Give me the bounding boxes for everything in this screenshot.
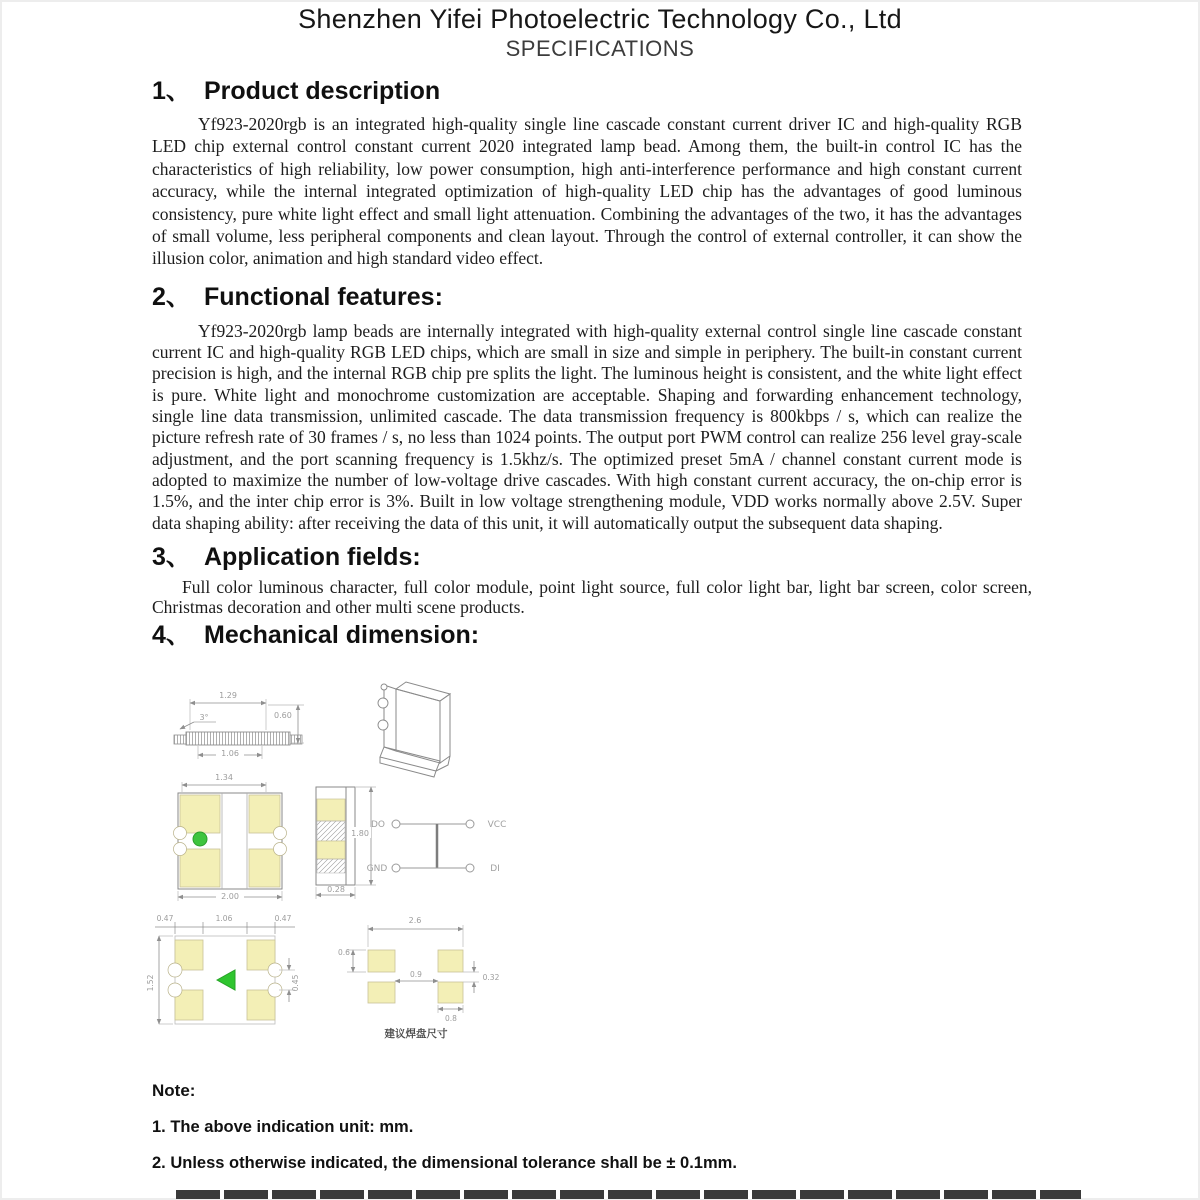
note-title: Note: <box>152 1080 196 1100</box>
pin-label-vcc: VCC <box>487 819 507 830</box>
section-2-body: Yf923-2020rgb lamp beads are internally integrated with high-quality external control single line cascade constant current IC and high-quality RGB LED chips, which are small in size and simple in periphery. The built-in constant current precision is high, and the internal RGB chip pre splits the light. The luminous height is consistent, and the white light effect is pure. White light and monochrome customization are acceptable. Shaping and forwarding enhancement technology, single line data transmission, unlimited cascade. The data transmission frequency is 800kbps / s, which can realize the picture refresh rate of 30 frames / s, no less than 1024 points. The output port PWM control can realize 256 level gray-scale adjustment, and the port scanning frequency is 1.5khz/s. The optimized preset 5mA / channel constant current mode is adopted to maximize the number of low-voltage drive cascades. With high constant current accuracy, the on-chip error is 1.5%, and the inter chip error is 3%. Built in low voltage strengthening module, VDD works normally above 2.5V. Super data shaping ability: after receiving the data of this unit, it will automatically output the subsequent data shaping. <box>152 320 1022 533</box>
dim-label: 0.6 <box>338 947 350 957</box>
note-item-1: 1. The above indication unit: mm. <box>152 1117 414 1136</box>
dim-label: 1.80 <box>351 828 369 838</box>
section-1-body: Yf923-2020rgb is an integrated high-quality single line cascade constant current driver IC and high-quality RGB LED chip external control constant current 2020 integrated lamp bead. Among them, the built-in control IC has the characteristics of high reliability, low power consumption, high anti-interference performance and high constant current accuracy, while the internal integrated optimization of high-quality LED chip has the advantages of good luminous consistency, pure white light effect and small light attenuation. Combining the advantages of the two, it has the advantages of small volume, less peripheral components and clean layout. Through the control of external controller, it can show the illusion color, animation and high standard video effect. <box>152 114 1022 269</box>
section-3-body: Full color luminous character, full color module, point light source, full color light bar, light bar screen, color screen, Christmas decoration and other multi scene products. <box>152 576 1032 618</box>
section-2-number: 2、 <box>152 282 191 311</box>
pad-layout-drawing <box>333 911 518 1043</box>
mechanical-drawings <box>0 675 1200 1040</box>
dim-label: 1.34 <box>215 772 233 782</box>
section-3-heading <box>152 543 1200 571</box>
dim-label: 0.9 <box>410 969 422 979</box>
section-4-heading <box>152 621 1200 649</box>
pin-label-di: DI <box>490 863 500 874</box>
section-4-title: Mechanical dimension: <box>204 620 480 649</box>
pad-layout-caption: 建议焊盘尺寸 <box>384 1027 448 1040</box>
polarity-dot <box>193 832 207 846</box>
doc-title: SPECIFICATIONS <box>505 36 695 61</box>
section-1-number: 1、 <box>152 77 191 105</box>
dim-label: 3° <box>199 712 209 722</box>
section-1-title: Product description <box>204 77 441 105</box>
section-2-title: Functional features: <box>204 282 443 311</box>
polarity-triangle <box>217 970 235 990</box>
dim-label: 0.47 <box>274 913 292 923</box>
notes <box>152 1081 1200 1173</box>
next-page-edge <box>176 1190 1081 1199</box>
land-pattern-drawing <box>143 908 308 1033</box>
dim-label: 1.06 <box>215 913 233 923</box>
dim-label: 1.29 <box>219 690 237 700</box>
section-3-title: Application fields: <box>204 542 421 571</box>
front-view-drawing <box>146 769 316 904</box>
pin-label-gnd: GND <box>366 863 388 874</box>
dim-label: 0.60 <box>274 710 292 720</box>
section-3-number: 3、 <box>152 542 191 571</box>
dim-label: 1.06 <box>221 748 239 758</box>
dim-label: 0.45 <box>291 974 300 992</box>
company-title: Shenzhen Yifei Photoelectric Technology Co., Ltd <box>298 4 902 34</box>
dim-label: 0.28 <box>327 884 345 894</box>
section-4-number: 4、 <box>152 620 191 649</box>
pin-schematic <box>350 801 535 886</box>
note-item-2: 2. Unless otherwise indicated, the dimensional tolerance shall be ± 0.1mm. <box>152 1153 737 1172</box>
dim-label: 1.52 <box>146 974 155 992</box>
pin-label-do: DO <box>370 819 386 830</box>
dim-label: 2.6 <box>408 915 422 925</box>
dim-label: 2.00 <box>221 891 239 901</box>
dim-label: 0.47 <box>156 913 174 923</box>
section-2-heading <box>152 283 1200 311</box>
dim-label: 0.8 <box>445 1013 457 1023</box>
section-1-heading <box>152 77 1200 105</box>
side-profile-drawing <box>146 681 336 765</box>
dim-label: 0.32 <box>482 972 500 982</box>
